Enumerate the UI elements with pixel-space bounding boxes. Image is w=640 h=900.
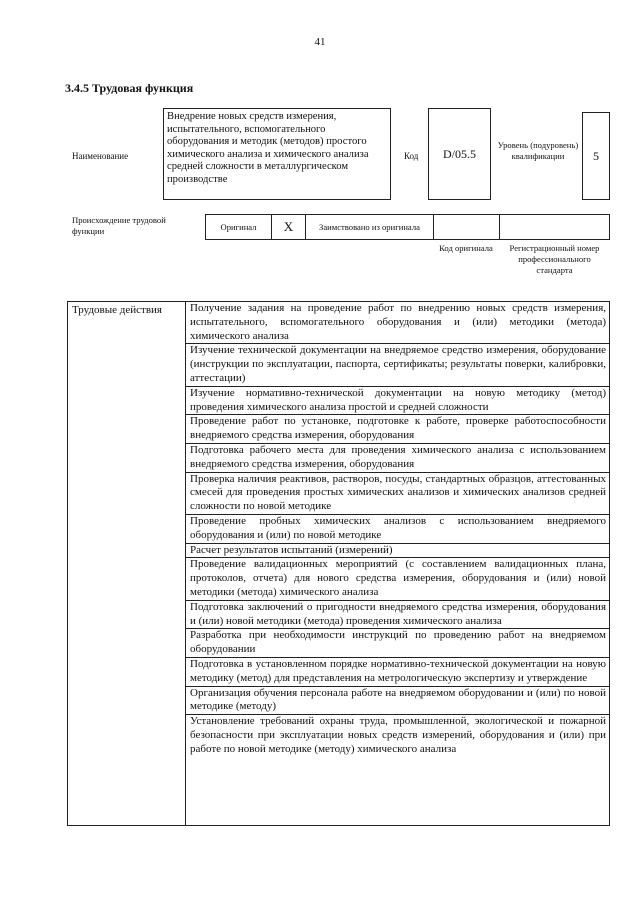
labor-action-row: Проверка наличия реактивов, растворов, посуды, стандартных образцов, аттестованных смесей для проведения простых химических анализов и химических анализов средней сложности по новой методике	[186, 473, 609, 515]
labor-actions-header: Трудовые действия	[68, 302, 186, 825]
origin-label: Происхождение трудовой функции	[72, 215, 166, 236]
origin-reg-caption: Регистрационный номер профессионального стандарта	[509, 243, 600, 275]
function-code-box: D/05.5	[428, 108, 491, 200]
labor-action-row: Подготовка в установленном порядке нормативно-технической документации на новую методику (метод) для представления на метрологическую экспертизу и утверждение	[186, 658, 609, 687]
origin-code-cell	[434, 215, 500, 239]
origin-borrowed-cell: Заимствовано из оригинала	[306, 215, 434, 239]
labor-action-row: Проведение пробных химических анализов с использованием внедряемого оборудования и (или) по новой методике	[186, 515, 609, 544]
labor-action-row: Проведение валидационных мероприятий (с составлением валидационных плана, протоколов, отчета) для нового средства измерения, оборудования и (или) новой методики (метода) химического анализа	[186, 558, 609, 600]
labor-actions-table	[67, 301, 610, 826]
labor-actions-list	[186, 302, 609, 825]
labor-action-row: Изучение технической документации на внедряемое средство измерения, оборудование (инструкции по эксплуатации, паспорта, сертификаты; результаты поверки, калибровки, аттестации)	[186, 344, 609, 386]
labor-action-row: Разработка при необходимости инструкций по проведению работ на внедряемом оборудовании	[186, 629, 609, 658]
labor-action-row: Подготовка рабочего места для проведения химического анализа с использованием внедряемого средства измерения, оборудования	[186, 444, 609, 473]
origin-code-caption: Код оригинала	[439, 243, 493, 253]
function-name-box: Внедрение новых средств измерения, испытательного, вспомогательного оборудования и методик (методов) простого химического анализа и химического анализа средней сложности в металлургическом производстве	[163, 108, 391, 200]
origin-reg-number-cell	[500, 215, 609, 239]
name-label: Наименование	[72, 151, 129, 161]
labor-action-row: Проведение работ по установке, подготовке к работе, проверке работоспособности внедряемого средства измерения, оборудования	[186, 415, 609, 444]
labor-action-row: Организация обучения персонала работе на внедряемом оборудовании и (или) по новой методике (методу)	[186, 687, 609, 716]
qualification-level-box: 5	[582, 112, 610, 200]
labor-action-row: Изучение нормативно-технической документации на новую методику (метод) проведения химического анализа простой и средней сложности	[186, 387, 609, 416]
labor-action-row: Получение задания на проведение работ по внедрению новых средств измерения, испытательного, вспомогательного оборудования и (или) методики (метода) химического анализа	[186, 302, 609, 344]
qualification-level-label: Уровень (подуровень) квалификации	[497, 140, 579, 161]
labor-action-row: Расчет результатов испытаний (измерений)	[186, 544, 609, 559]
labor-action-row: Подготовка заключений о пригодности внедряемого средства измерения, оборудования и (или) новой методики (метода) проведения химического анализа	[186, 601, 609, 630]
origin-original-cell: Оригинал	[206, 215, 272, 239]
origin-table	[205, 214, 610, 240]
section-title: 3.4.5 Трудовая функция	[65, 81, 194, 95]
labor-action-row: Установление требований охраны труда, промышленной, экологической и пожарной безопасности при эксплуатации новых средств измерений, оборудования и (или) при работе по новой методике (методу) химического анализа	[190, 715, 606, 755]
code-label: Код	[404, 151, 419, 161]
origin-original-mark: X	[272, 215, 306, 239]
page-number: 41	[314, 36, 326, 48]
